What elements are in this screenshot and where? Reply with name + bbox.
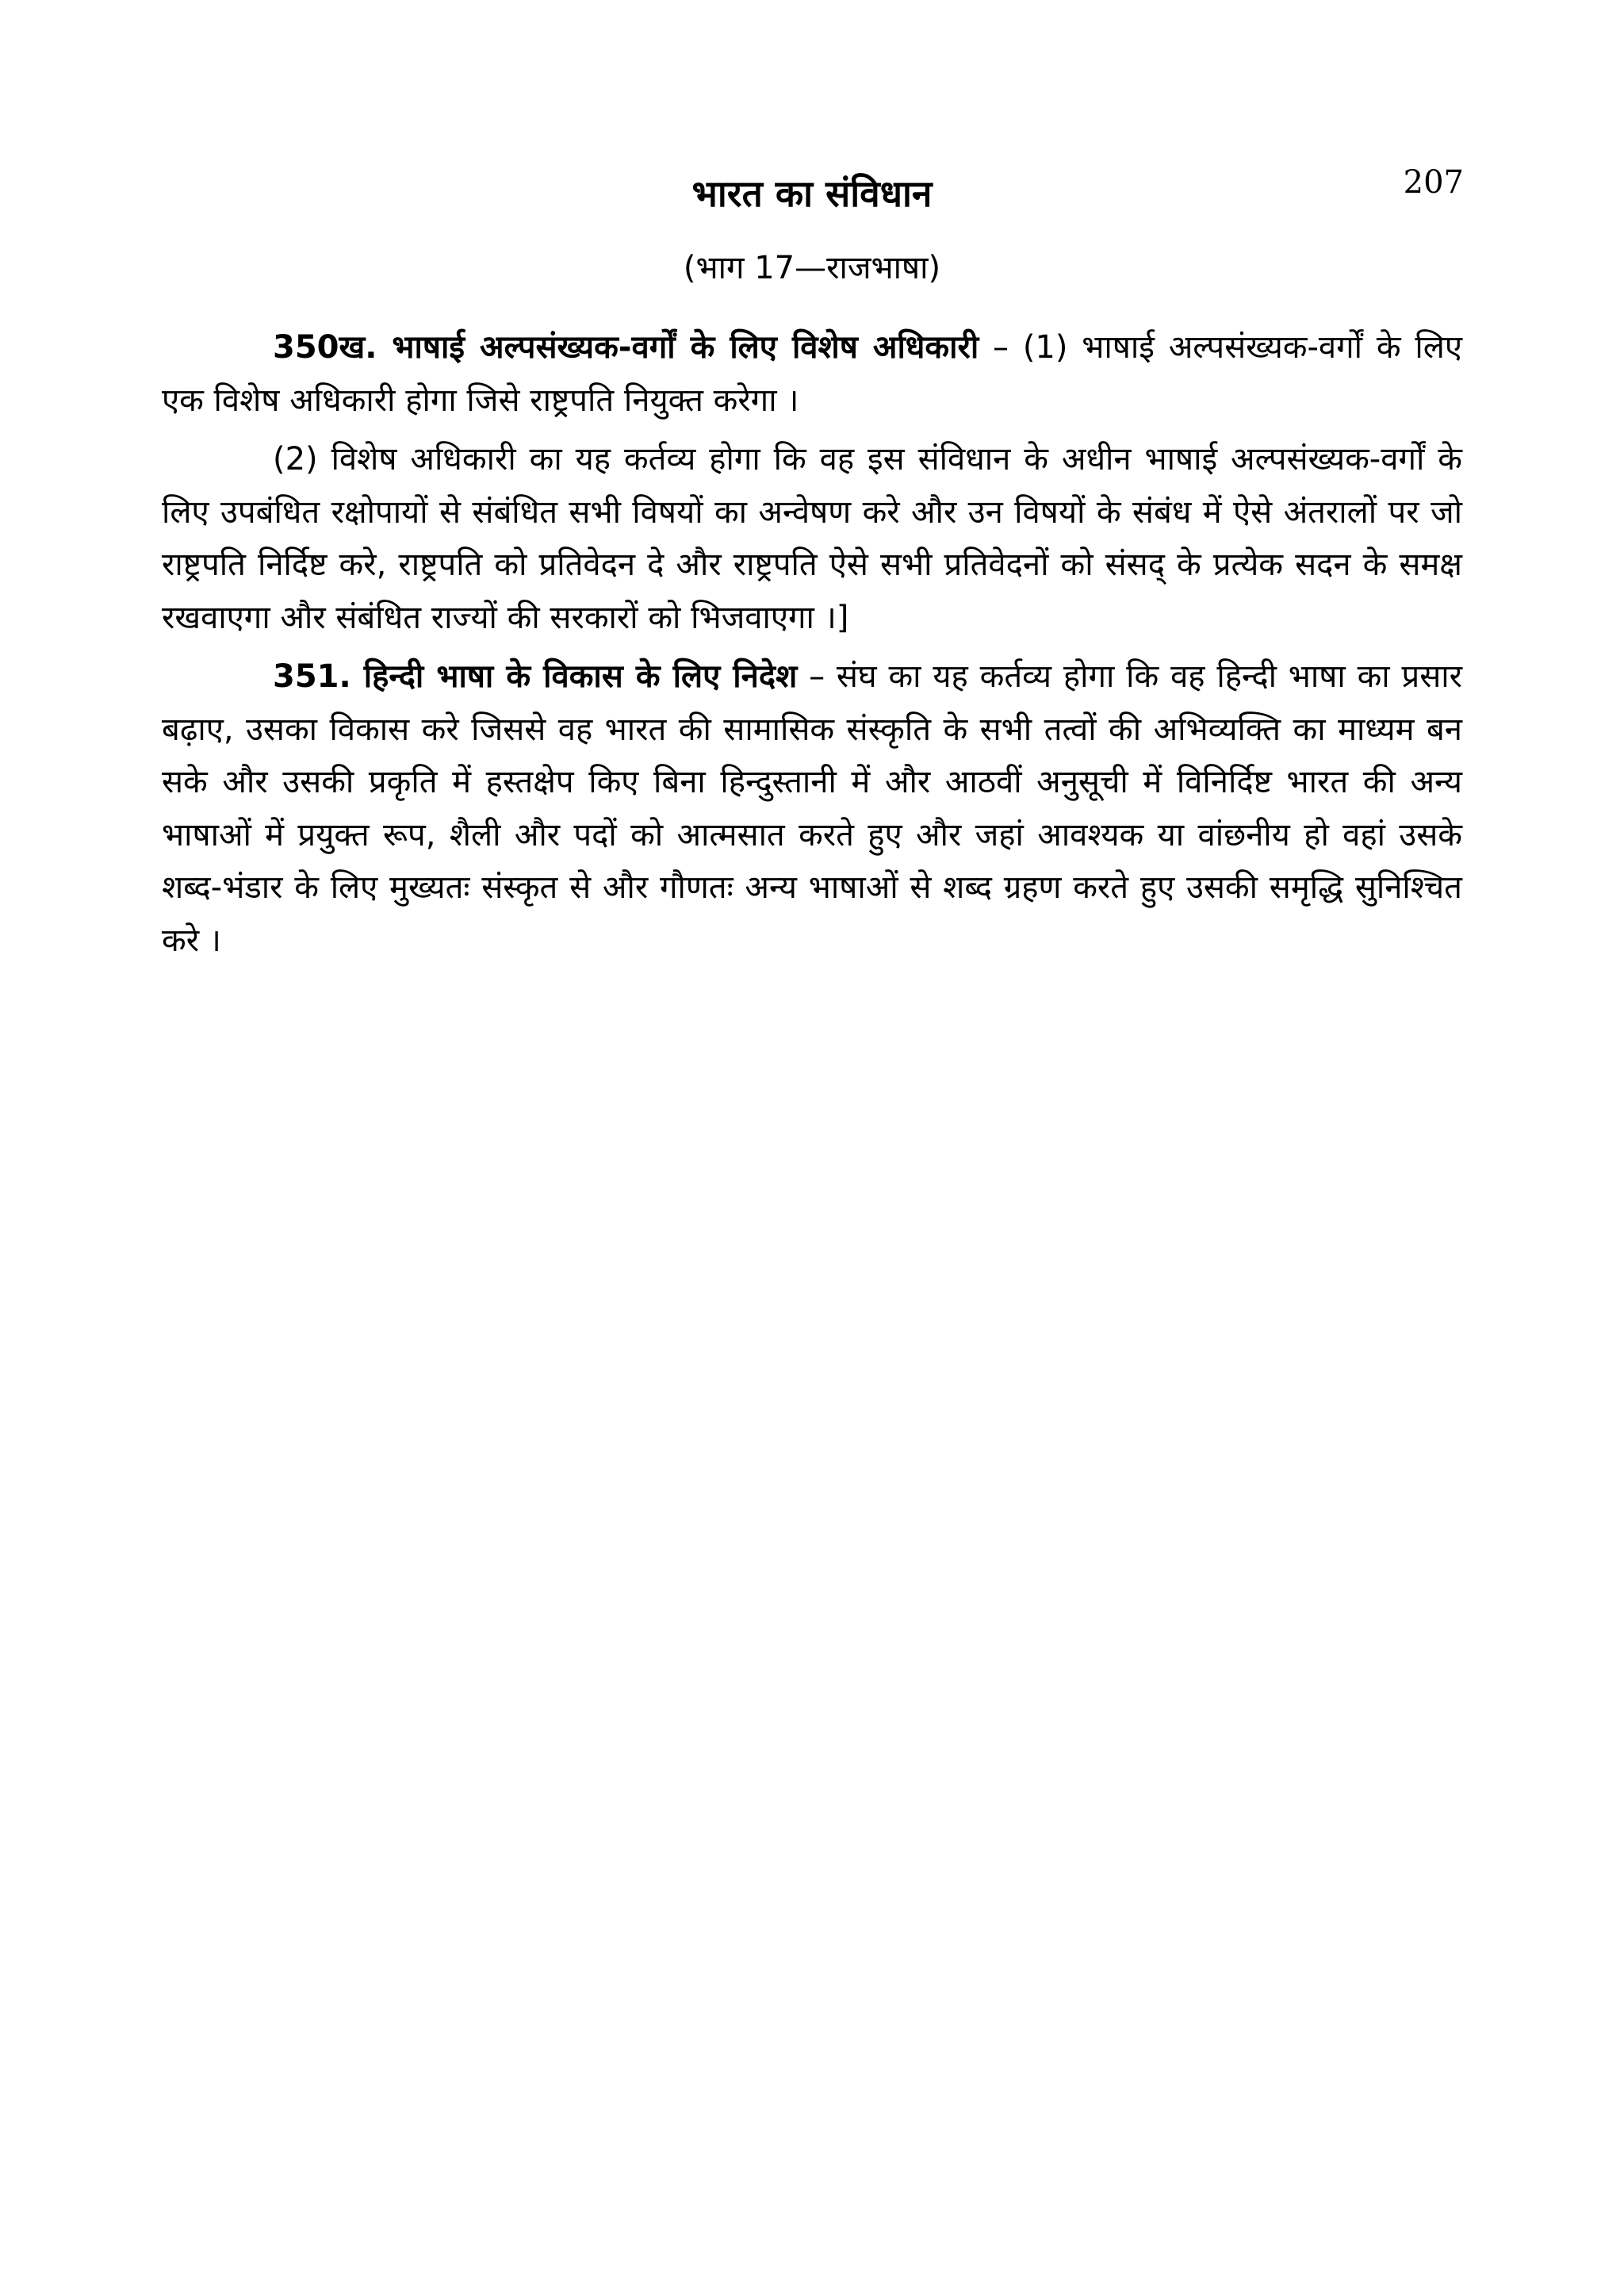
article-350b-clause-2-text: (2) विशेष अधिकारी का यह कर्तव्य होगा कि वह इस संविधान के अधीन भाषाई अल्पसंख्यक-वर्गों के लिए उपबंधित रक्षोपायों से संबंधित सभी विषयों का अन्वेषण करे और उन विषयों के संबंध में ऐसे अंतरालों पर जो राष्ट्रपति निर्दिष्ट करे, राष्ट्रपति को प्रतिवेदन दे और राष्ट्रपति ऐसे सभी प्रतिवेदनों को संसद् के प्रत्येक सदन के समक्ष रखवाएगा और संबंधित राज्यों की सरकारों को भिजवाएगा ।] [162,441,1462,636]
article-350b-para-1 [162,321,1462,427]
article-350b-heading: 350ख. भाषाई अल्पसंख्यक-वर्गों के लिए विशेष अधिकारी [273,329,979,366]
article-351-heading: 351. हिन्दी भाषा के विकास के लिए निदेश [273,658,798,695]
article-351-text: – संघ का यह कर्तव्य होगा कि वह हिन्दी भाषा का प्रसार बढ़ाए, उसका विकास करे जिससे वह भारत की सामासिक संस्कृति के सभी तत्वों की अभिव्यक्ति का माध्यम बन सके और उसकी प्रकृति में हस्तक्षेप किए बिना हिन्दुस्तानी में और आठवीं अनुसूची में विनिर्दिष्ट भारत की अन्य भाषाओं में प्रयुक्त रूप, शैली और पदों को आत्मसात करते हुए और जहां आवश्यक या वांछनीय हो वहां उसके शब्द-भंडार के लिए मुख्यतः संस्कृत से और गौणतः अन्य भाषाओं से शब्द ग्रहण करते हुए उसकी समृद्धि सुनिश्चित करे । [162,658,1462,959]
page-number: 207 [1403,164,1464,201]
article-351-para [162,650,1462,967]
article-350b-para-2 [162,433,1462,644]
document-body [162,321,1462,973]
document-subtitle: (भाग 17—राजभाषा) [683,250,941,286]
article-350b-clause-1-text: – (1) भाषाई अल्पसंख्यक-वर्गों के लिए एक विशेष अधिकारी होगा जिसे राष्ट्रपति नियुक्त करेगा । [162,329,1462,419]
document-title: भारत का संविधान [691,172,933,215]
